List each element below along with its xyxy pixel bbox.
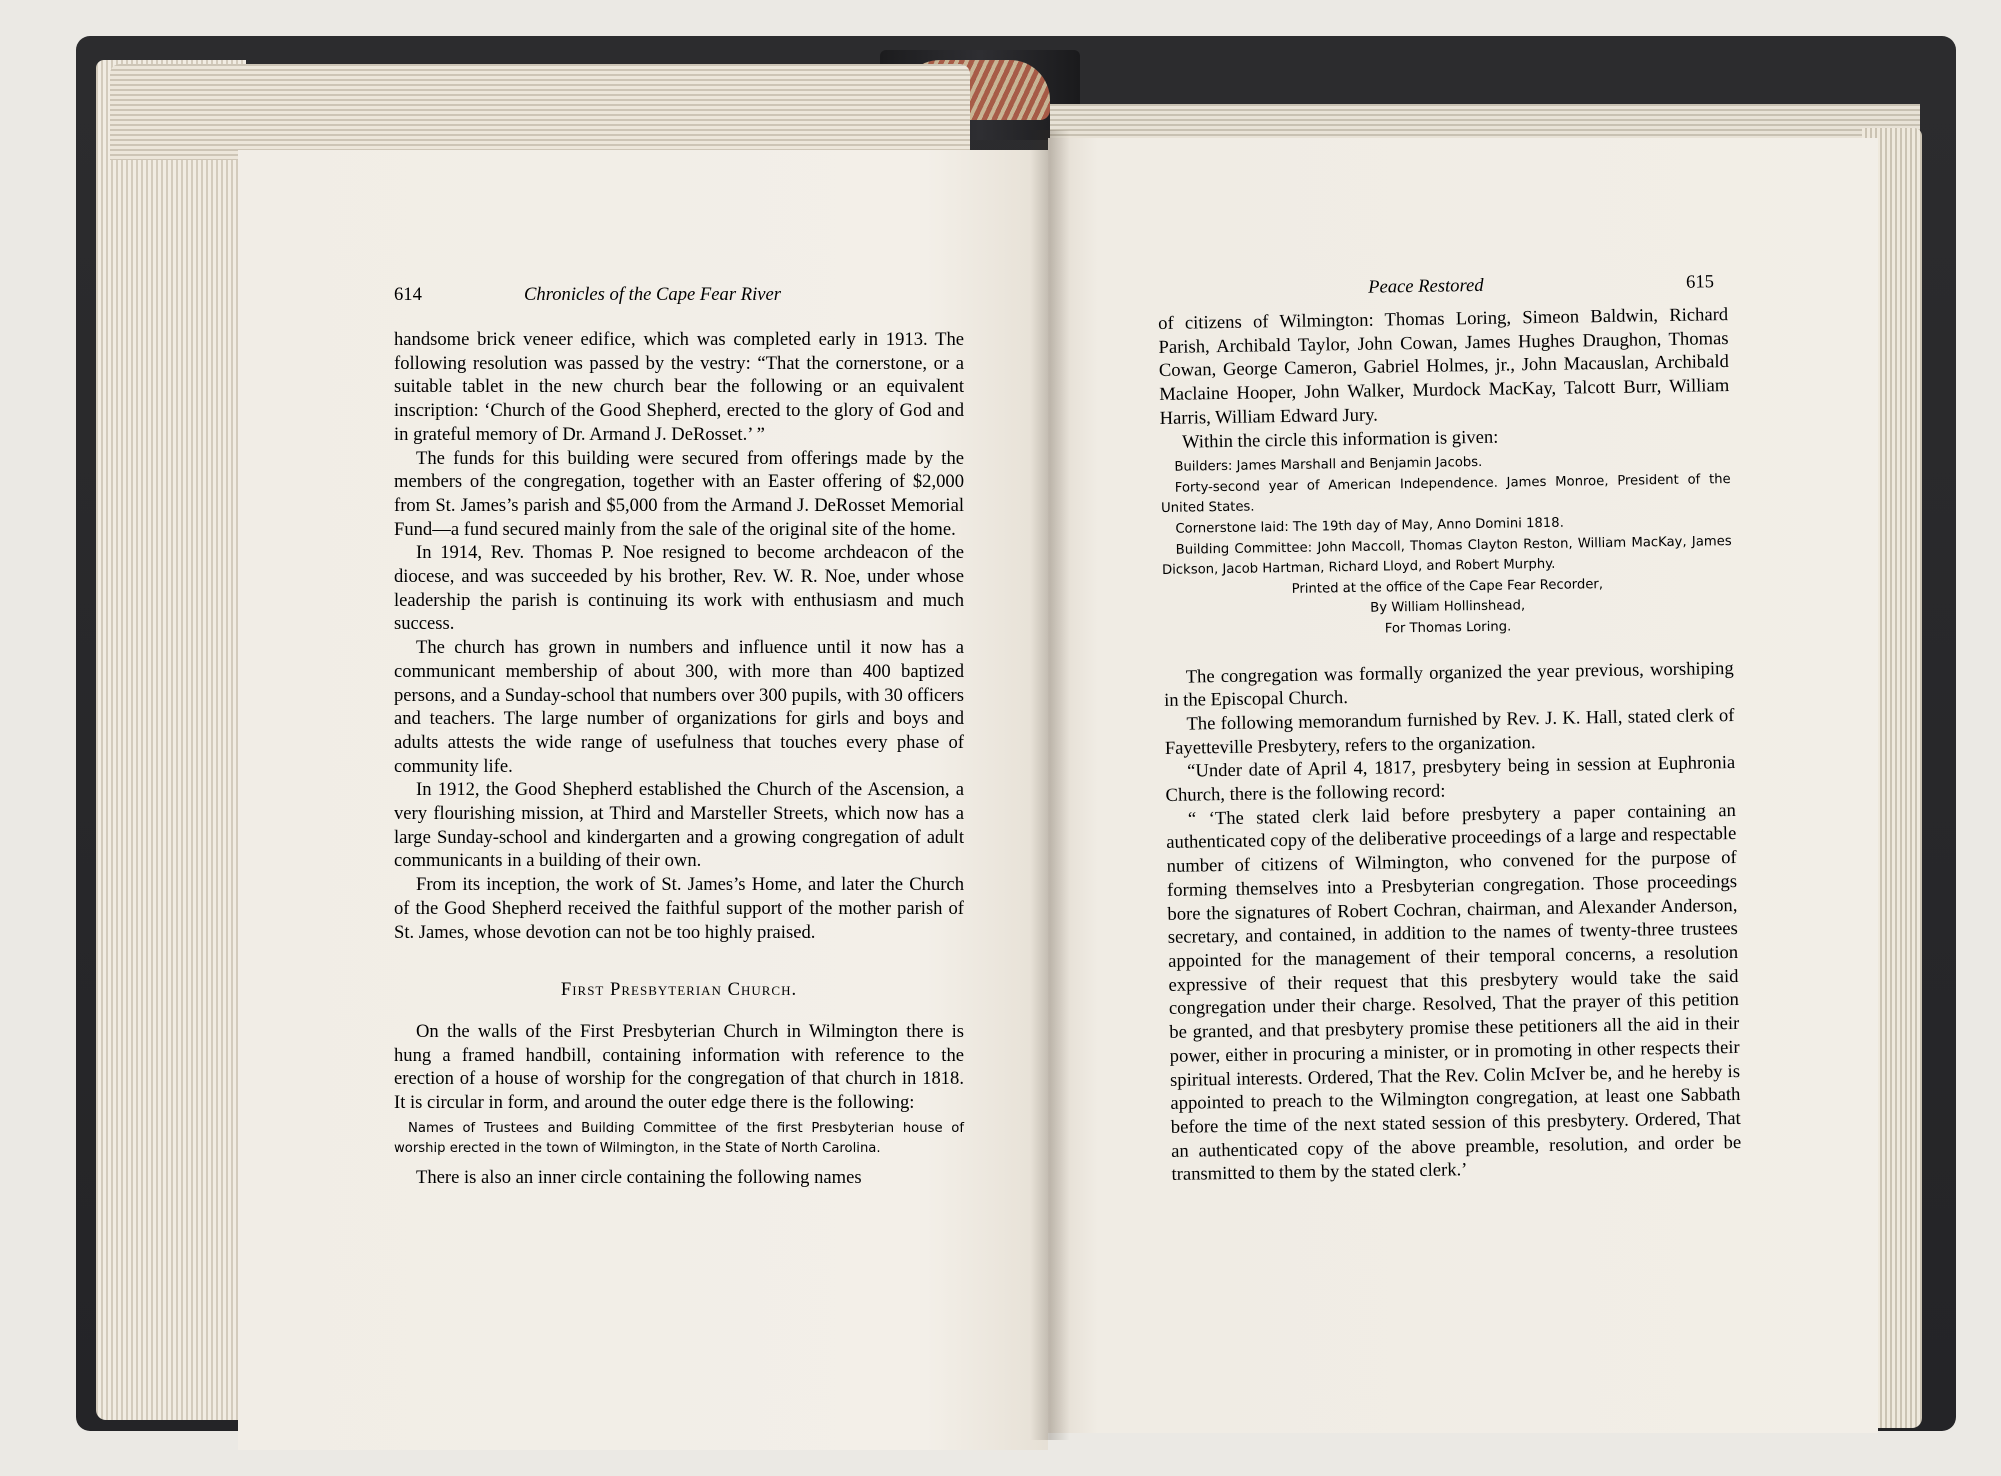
gutter-shadow (1030, 130, 1070, 1440)
printer-line: For Thomas Loring. (1384, 619, 1512, 637)
circle-information (1160, 449, 1733, 643)
paragraph: of citizens of Wilmington: Thomas Loring, Simeon Baldwin, Richard Parish, Archibald Taylor, John Cowan, James Hughes Draughon, Thomas Cowan, George Cameron, Gabriel Holmes, jr., John Macauslan, Archibald Maclaine Hooper, John Walker, Murdock MacKay, Talcott Burr, William Harris, William Edward Jury. (1158, 304, 1730, 429)
right-page-number: 615 (1685, 271, 1715, 293)
paragraph: There is also an inner circle containing the following names (416, 1166, 862, 1188)
printer-line: Printed at the office of the Cape Fear Recorder, (1291, 576, 1604, 597)
paragraph: Within the circle this information is given: (1181, 426, 1499, 453)
handbill-line: Building Committee: John Maccoll, Thomas Clayton Reston, William MacKay, James Dickson, Jacob Hartman, Richard Lloyd, and Robert Murphy. (1161, 533, 1732, 579)
paragraph: The church has grown in numbers and influence until it now has a communicant membership of about 300, with more than 400 baptized persons, and a Sunday-school that numbers over 300 pupils, with 30 officers and teachers. The large number of organizations for girls and boys and adults attests the wide range of usefulness that touches every phase of community life. (394, 637, 964, 777)
handbill-text: Names of Trustees and Building Committee of the first Presbyterian house of worship erected in the town of Wilmington, in the State of North Carolina. (394, 1120, 964, 1157)
left-page-body (394, 328, 964, 1190)
printer-line: By William Hollinshead, (1370, 598, 1526, 617)
paragraph: The congregation was formally organized the year previous, worshiping in the Episcopal Church. (1163, 657, 1734, 712)
right-running-title: Peace Restored (1367, 274, 1484, 298)
section-heading: First Presbyterian Church. (560, 979, 798, 1001)
paragraph: “ ‘The stated clerk laid before presbytery a paper containing an authenticated copy of the deliberative proceedings of a large and respectable number of citizens of Wilmington, who convened for the purpose of forming themselves into a Presbyterian congregation. Those proceedings bore the signatures of Robert Cochran, chairman, and Alexander Anderson, secretary, and contained, in addition to the names of twenty-three trustees appointed for the management of their temporal concerns, a resolution expressive of their request that this presbytery would take the said congregation under their charge. Resolved, That the prayer of this petition be granted, and that presbytery promise these petitioners all the aid in their power, either in procuring a minister, or in promoting in other respects their spiritual interests. Ordered, That the Rev. Colin McIver be, and he hereby is appointed to preach to the Wilmington congregation, at least one Sabbath before the time of the next stated session of this presbytery. Ordered, That an authenticated copy of the above preamble, resolution, and order be transmitted to them by the stated clerk.’ (1166, 799, 1742, 1186)
handbill-line: Cornerstone laid: The 19th day of May, Anno Domini 1818. (1175, 515, 1564, 537)
handbill-quote (394, 1119, 964, 1160)
top-page-edges-left (110, 64, 970, 160)
paragraph: From its inception, the work of St. James’s Home, and later the Church of the Good Shepherd received the faithful support of the mother parish of St. James, whose devotion can not be too highly praised. (394, 874, 964, 943)
paragraph: In 1914, Rev. Thomas P. Noe resigned to become archdeacon of the diocese, and was succeeded by his brother, Rev. W. R. Noe, under whose leadership the parish is continuing its work with enthusiasm and much success. (394, 542, 964, 635)
left-page-number: 614 (394, 284, 422, 305)
paragraph: The funds for this building were secured from offerings made by the members of the congregation, together with an Easter offering of $2,000 from St. James’s parish and $5,000 from the Armand J. DeRosset Memorial Fund—a fund secured mainly from the sale of the original site of the home. (394, 447, 964, 540)
left-running-title: Chronicles of the Cape Fear River (524, 284, 781, 305)
handbill-line: Builders: James Marshall and Benjamin Jacobs. (1174, 455, 1483, 475)
left-page-edges (96, 60, 246, 1420)
right-page-body (1158, 303, 1742, 1187)
paragraph: On the walls of the First Presbyterian Church in Wilmington there is hung a framed handbill, containing information with reference to the erection of a house of worship for the congregation of that church in 1818. It is circular in form, and around the outer edge there is the following: (394, 1020, 964, 1114)
paragraph: The following memorandum furnished by Rev. J. K. Hall, stated clerk of Fayetteville Presbytery, refers to the organization. (1164, 704, 1735, 759)
paragraph: In 1912, the Good Shepherd established the Church of the Ascension, a very flourishing mission, at Third and Marsteller Streets, which now has a large Sunday-school and kindergarten and a growing congregation of adult communicants in a building of their own. (394, 779, 964, 872)
handbill-line: Forty-second year of American Independence. James Monroe, President of the United States. (1160, 471, 1731, 517)
paragraph: “Under date of April 4, 1817, presbytery being in session at Euphronia Church, there is the following record: (1165, 752, 1736, 807)
paragraph: handsome brick veneer edifice, which was completed early in 1913. The following resolution was passed by the vestry: “That the cornerstone, or a suitable tablet in the new church bear the following or an equivalent inscription: ‘Church of the Good Shepherd, erected to the glory of God and in grateful memory of Dr. Armand J. DeRosset.’ ” (394, 329, 964, 445)
